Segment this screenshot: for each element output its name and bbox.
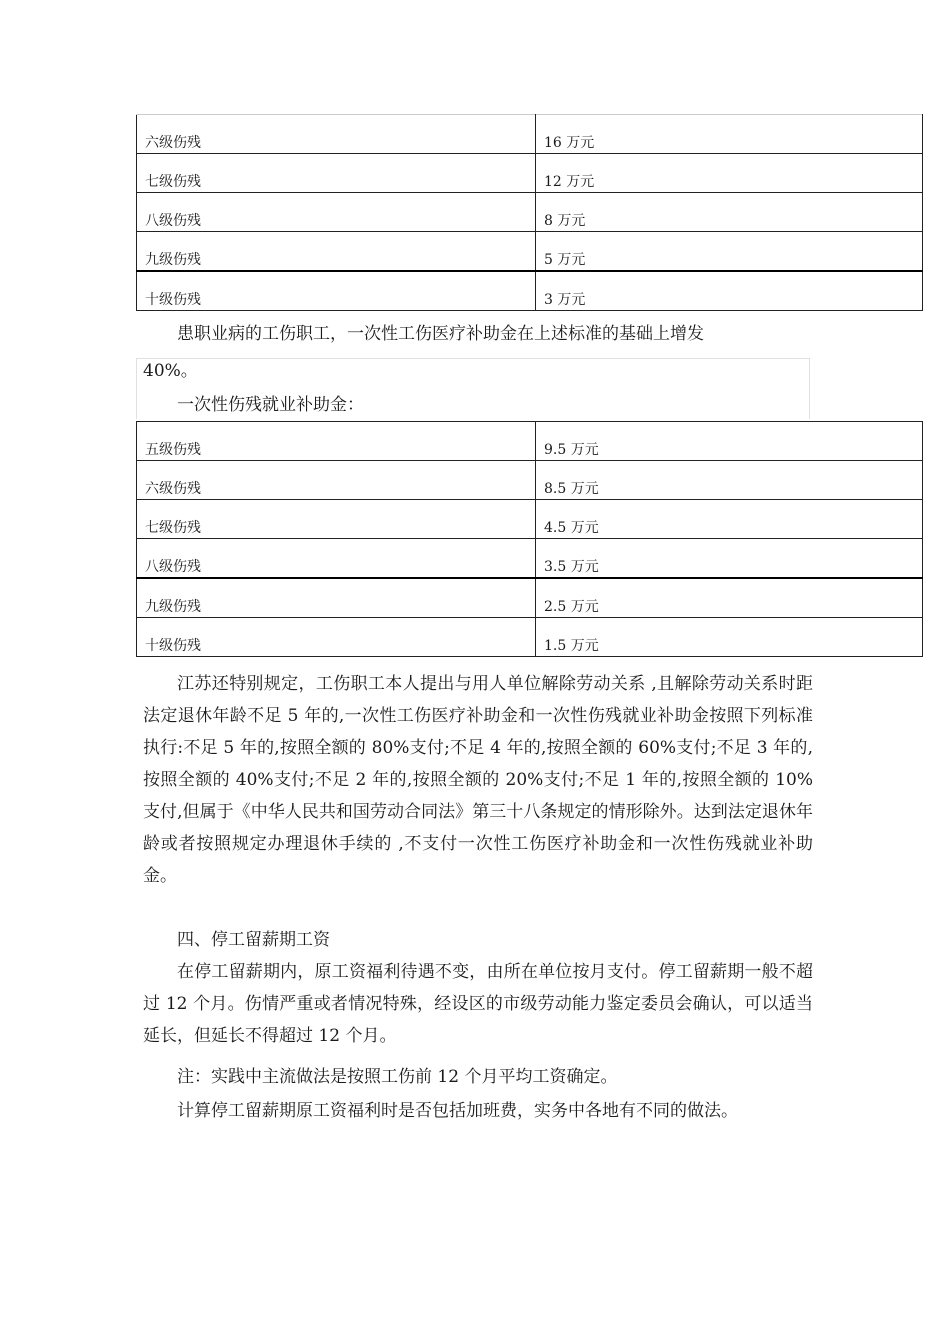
table-row — [137, 154, 923, 193]
table-row — [137, 422, 923, 461]
subsidy-amount-cell: 16 万元 — [536, 115, 923, 154]
overtime-note: 计算停工留薪期原工资福利时是否包括加班费，实务中各地有不同的做法。 — [177, 1101, 738, 1121]
subsidy-amount-cell: 3.5 万元 — [536, 539, 923, 579]
table-row — [137, 115, 923, 154]
disability-level-cell: 六级伤残 — [137, 461, 536, 500]
disability-level-cell: 八级伤残 — [137, 539, 536, 579]
table-row — [137, 539, 923, 579]
table-row — [137, 500, 923, 539]
subsidy-amount-cell: 8.5 万元 — [536, 461, 923, 500]
disability-level-cell: 十级伤残 — [137, 271, 536, 311]
table-row — [137, 232, 923, 272]
subsidy-amount-cell: 8 万元 — [536, 193, 923, 232]
subsidy-amount-cell: 9.5 万元 — [536, 422, 923, 461]
practice-note: 注：实践中主流做法是按照工伤前 12 个月平均工资确定。 — [177, 1067, 618, 1087]
table-row — [137, 461, 923, 500]
occupational-disease-note-continued: 40%。 — [143, 361, 198, 381]
subsidy-amount-cell: 1.5 万元 — [536, 618, 923, 657]
disability-level-cell: 六级伤残 — [137, 115, 536, 154]
disability-medical-subsidy-table — [136, 114, 923, 311]
disability-level-cell: 七级伤残 — [137, 500, 536, 539]
salary-period-paragraph: 在停工留薪期内，原工资福利待遇不变，由所在单位按月支付。停工留薪期一般不超过 12 个月。伤情严重或者情况特殊，经设区的市级劳动能力鉴定委员会确认，可以适当延长，但延长不得超过 12 个月。 — [143, 962, 813, 1046]
disability-level-cell: 九级伤残 — [137, 232, 536, 272]
subsidy-amount-cell: 4.5 万元 — [536, 500, 923, 539]
employment-subsidy-heading: 一次性伤残就业补助金： — [177, 395, 364, 415]
employment-subsidy-table — [136, 421, 923, 657]
subsidy-amount-cell: 5 万元 — [536, 232, 923, 272]
subsidy-amount-cell: 2.5 万元 — [536, 578, 923, 618]
disability-level-cell: 十级伤残 — [137, 618, 536, 657]
jiangsu-regulation-paragraph: 江苏还特别规定，工伤职工本人提出与用人单位解除劳动关系 ,且解除劳动关系时距法定退休年龄不足 5 年的,一次性工伤医疗补助金和一次性伤残就业补助金按照下列标准执行:不足 5 年的,按照全额的 80%支付;不足 4 年的,按照全额的 60%支付;不足 3 年的,按照全额的 40%支付;不足 2 年的,按照全额的 20%支付;不足 1 年的,按照全额的 10%支付,但属于《中华人民共和国劳动合同法》第三十八条规定的情形除外。达到法定退休年龄或者按照规定办理退休手续的 ,不支付一次性工伤医疗补助金和一次性伤残就业补助金。 — [143, 674, 813, 886]
table-row — [137, 618, 923, 657]
occupational-disease-note: 患职业病的工伤职工，一次性工伤医疗补助金在上述标准的基础上增发 — [177, 324, 704, 344]
table-row — [137, 271, 923, 311]
disability-level-cell: 五级伤残 — [137, 422, 536, 461]
section-four-title: 四、停工留薪期工资 — [177, 930, 330, 950]
subsidy-amount-cell: 3 万元 — [536, 271, 923, 311]
table-row — [137, 193, 923, 232]
table-row — [137, 578, 923, 618]
disability-level-cell: 八级伤残 — [137, 193, 536, 232]
subsidy-amount-cell: 12 万元 — [536, 154, 923, 193]
disability-level-cell: 七级伤残 — [137, 154, 536, 193]
disability-level-cell: 九级伤残 — [137, 578, 536, 618]
